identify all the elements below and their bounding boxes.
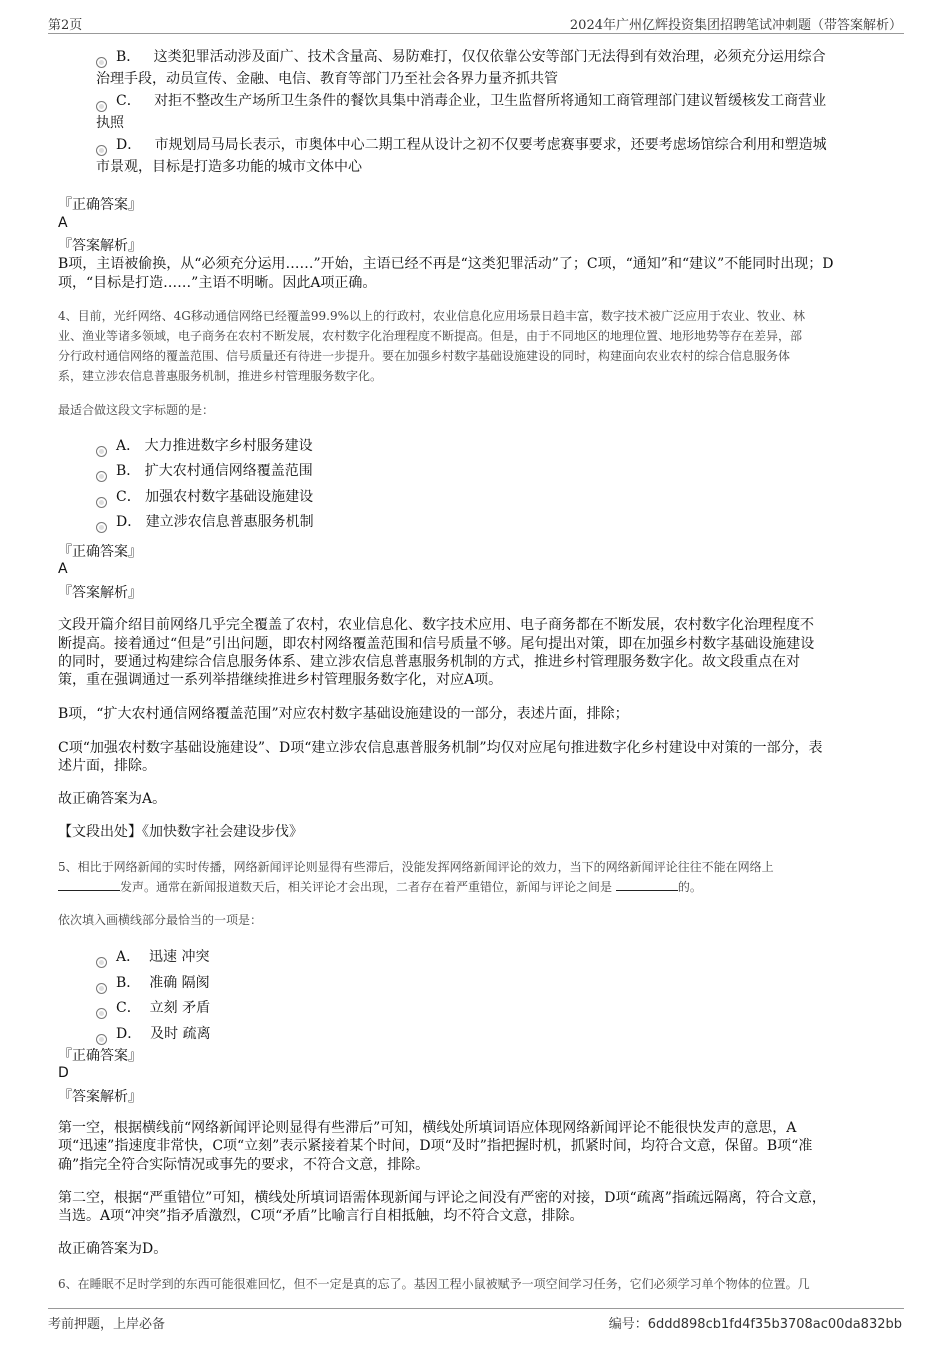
- q5-stem-line2: 发声。通常在新闻报道数天后，相关评论才会出现，二者存在着严重错位，新闻与评论之间是 的。: [58, 877, 888, 897]
- q3-analysis-line2: 项，“目标是打造……”主语不明晰。因此A项正确。: [58, 275, 377, 291]
- q3-option-c: C． 对拒不整改生产场所卫生条件的餐饮具集中消毒企业，卫生监督所将通知工商管理部门建议暂缓核发工商营业: [116, 93, 827, 109]
- radio-option-b[interactable]: [96, 57, 107, 68]
- q3-answer: A: [58, 215, 68, 231]
- q4-answer-label: 『正确答案』: [58, 544, 142, 560]
- q4-option-b: B． 扩大农村通信网络覆盖范围: [116, 463, 313, 479]
- footer-divider: [48, 1308, 904, 1309]
- q4-analysis-p1-l1: 文段开篇介绍目前网络几乎完全覆盖了农村，农业信息化、数字技术应用、电子商务都在不断发展，农村数字化治理程度不: [58, 617, 814, 633]
- fill-blank-1: [58, 880, 120, 891]
- radio-option-d[interactable]: [96, 1034, 107, 1045]
- q5-answer: D: [58, 1065, 69, 1081]
- page-number: 第2页: [48, 18, 83, 33]
- q5-option-b: B． 准确 隔阂: [116, 975, 210, 991]
- q5-analysis-p1-l2: 项“迅速”指速度非常快，C项“立刻”表示紧接着某个时间，D项“及时”指把握时机，抓紧时间，均符合文意，保留。B项“准: [58, 1138, 813, 1154]
- radio-option-a[interactable]: [96, 446, 107, 457]
- q4-source: 【文段出处】《加快数字社会建设步伐》: [58, 824, 303, 840]
- q4-analysis-p2: B项，“扩大农村通信网络覆盖范围”对应农村数字基础设施建设的一部分，表述片面，排除；: [58, 706, 629, 722]
- q4-analysis-p1-l3: 的同时，要通过构建综合信息服务体系、建立涉农信息普惠服务机制的方式，推进乡村管理服务数字化。故文段重点在对: [58, 654, 800, 670]
- q4-stem-line4: 系，建立涉农信息普惠服务机制，推进乡村管理服务数字化。: [58, 369, 383, 383]
- q3-option-b-cont: 治理手段，动员宣传、金融、电信、教育等部门乃至社会各界力量齐抓共管: [96, 71, 558, 87]
- q3-option-d-cont: 市景观，目标是打造多功能的城市文体中心: [96, 159, 362, 175]
- q3-analysis-line1: B项，主语被偷换，从“必须充分运用……”开始，主语已经不再是“这类犯罪活动”了；C项，“通知”和“建议”不能同时出现；D: [58, 256, 834, 272]
- radio-option-b[interactable]: [96, 471, 107, 482]
- radio-option-b[interactable]: [96, 983, 107, 994]
- q5-stem-line1: 5、相比于网络新闻的实时传播，网络新闻评论则显得有些滞后，没能发挥网络新闻评论的效力，当下的网络新闻评论往往不能在网络上: [58, 860, 774, 874]
- q4-question: 最适合做这段文字标题的是：: [58, 403, 215, 417]
- q6-stem: 6、在睡眠不足时学到的东西可能很难回忆，但不一定是真的忘了。基因工程小鼠被赋予一项空间学习任务，它们必须学习单个物体的位置。几: [58, 1277, 810, 1291]
- q3-option-c-cont: 执照: [96, 115, 124, 131]
- q4-analysis-p1-l4: 策，重在强调通过一系列举措继续推进乡村管理服务数字化，对应A项。: [58, 672, 503, 688]
- q4-analysis-conclusion: 故正确答案为A。: [58, 791, 167, 807]
- q5-option-d: D． 及时 疏离: [116, 1026, 211, 1042]
- footer-code-label: 编号：: [608, 1317, 648, 1332]
- q4-analysis-p3-l2: 述片面，排除。: [58, 758, 156, 774]
- fill-blank-2: [616, 880, 678, 891]
- q5-answer-label: 『正确答案』: [58, 1048, 142, 1064]
- header-divider: [48, 33, 904, 34]
- q4-stem-line3: 分行政村通信网络的覆盖范围、信号质量还有待进一步提升。要在加强乡村数字基础设施建设的同时，构建面向农业农村的综合信息服务体: [58, 349, 791, 363]
- q5-analysis-p2-l1: 第二空，根据“严重错位”可知，横线处所填词语需体现新闻与评论之间没有严密的对接，D项“疏离”指疏远隔离，符合文意，: [58, 1190, 826, 1206]
- q4-answer: A: [58, 561, 68, 577]
- q5-analysis-conclusion: 故正确答案为D。: [58, 1241, 168, 1257]
- q5-analysis-p1-l1: 第一空，根据横线前“网络新闻评论则显得有些滞后”可知，横线处所填词语应体现网络新闻评论不能很快发声的意思，A: [58, 1120, 797, 1136]
- q3-analysis-label: 『答案解析』: [58, 238, 142, 254]
- q4-analysis-p3-l1: C项“加强农村数字基础设施建设”、D项“建立涉农信息惠普服务机制”均仅对应尾句推进数字化乡村建设中对策的一部分，表: [58, 740, 823, 756]
- q4-stem-line2: 业、渔业等诸多领域，电子商务在农村不断发展，农村数字化治理程度不断提高。但是，由于不同地区的地理位置、地形地势等存在差异，部: [58, 329, 803, 343]
- q5-analysis-p1-l3: 确”指完全符合实际情况或事先的要求，不符合文意，排除。: [58, 1157, 430, 1173]
- footer-code-value: 6ddd898cb1fd4f35b3708ac00da832bb: [647, 1317, 902, 1332]
- radio-option-a[interactable]: [96, 957, 107, 968]
- q4-stem-line1: 4、目前，光纤网络、4G移动通信网络已经覆盖99.9%以上的行政村，农业信息化应用场景日趋丰富，数字技术被广泛应用于农业、牧业、林: [58, 309, 805, 323]
- radio-option-d[interactable]: [96, 145, 107, 156]
- q3-answer-label: 『正确答案』: [58, 197, 142, 213]
- radio-option-c[interactable]: [96, 497, 107, 508]
- radio-option-c[interactable]: [96, 101, 107, 112]
- footer-slogan: 考前押题，上岸必备: [48, 1317, 166, 1332]
- radio-option-c[interactable]: [96, 1008, 107, 1019]
- q5-option-a: A． 迅速 冲突: [116, 949, 210, 965]
- q4-analysis-label: 『答案解析』: [58, 585, 142, 601]
- q5-analysis-label: 『答案解析』: [58, 1089, 142, 1105]
- q3-option-b: B． 这类犯罪活动涉及面广、技术含量高、易防难打，仅仅依靠公安等部门无法得到有效治理，必须充分运用综合: [116, 49, 826, 65]
- q5-option-c: C． 立刻 矛盾: [116, 1000, 211, 1016]
- q4-analysis-p1-l2: 断提高。接着通过“但是”引出问题，即农村网络覆盖范围和信号质量不够。尾句提出对策，即在加强乡村数字基础设施建设: [58, 636, 815, 652]
- q3-option-d: D． 市规划局马局长表示，市奥体中心二期工程从设计之初不仅要考虑赛事要求，还要考虑场馆综合利用和塑造城: [116, 137, 827, 153]
- radio-option-d[interactable]: [96, 522, 107, 533]
- q5-question: 依次填入画横线部分最恰当的一项是：: [58, 913, 263, 927]
- q4-option-a: A． 大力推进数字乡村服务建设: [116, 438, 313, 454]
- footer-code: [609, 1313, 902, 1332]
- q4-option-c: C． 加强农村数字基础设施建设: [116, 489, 314, 505]
- q4-option-d: D． 建立涉农信息普惠服务机制: [116, 514, 314, 530]
- q5-analysis-p2-l2: 当选。A项“冲突”指矛盾激烈，C项“矛盾”比喻言行自相抵触，均不符合文意，排除。: [58, 1208, 584, 1224]
- document-title: 2024年广州亿辉投资集团招聘笔试冲刺题（带答案解析）: [569, 18, 902, 33]
